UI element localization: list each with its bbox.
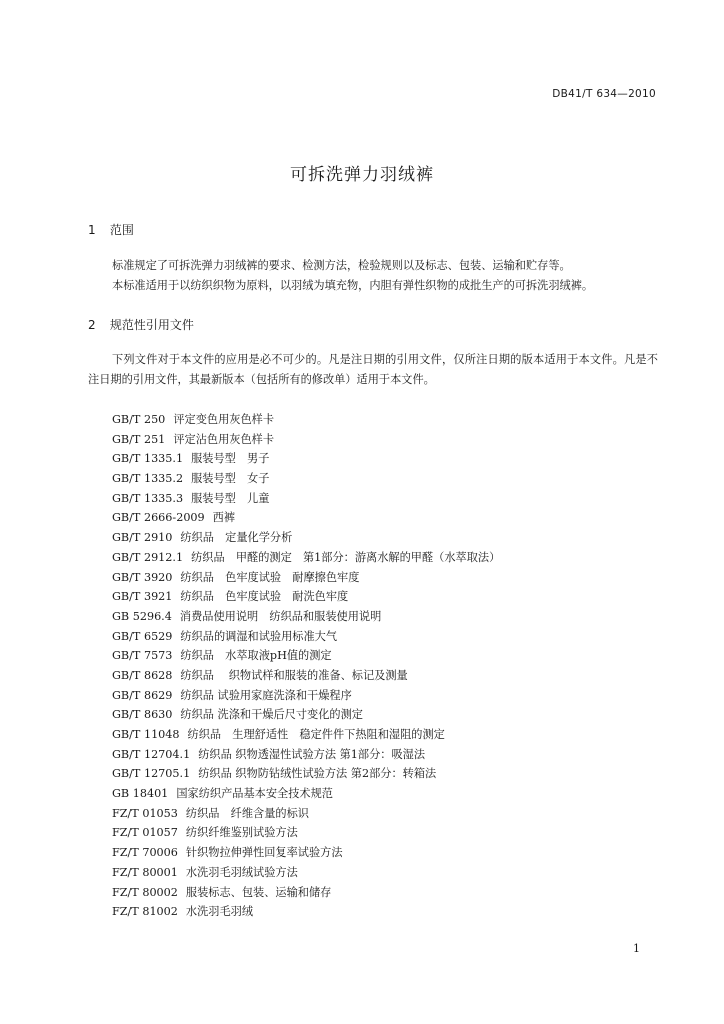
reference-item [112, 883, 500, 903]
reference-code: FZ/T 01057 [112, 826, 178, 840]
reference-title: 纺织品 水萃取液pH值的测定 [180, 649, 332, 663]
reference-item [112, 568, 500, 588]
reference-code: GB/T 2910 [112, 531, 173, 545]
reference-title: 纺织纤维鉴别试验方法 [185, 826, 298, 840]
reference-item [112, 705, 500, 725]
reference-title: 水洗羽毛羽绒 [185, 905, 254, 919]
reference-item [112, 587, 500, 607]
reference-title: 服装号型 男子 [191, 452, 270, 466]
reference-title: 纺织品 洗涤和干燥后尺寸变化的测定 [180, 708, 363, 722]
reference-item [112, 469, 500, 489]
reference-code: FZ/T 80001 [112, 865, 178, 879]
reference-title: 纺织品 生理舒适性 稳定件件下热阻和湿阻的测定 [187, 728, 445, 741]
reference-title: 评定变色用灰色样卡 [173, 413, 275, 426]
reference-code: GB/T 1335.3 [112, 491, 184, 505]
reference-item [112, 745, 500, 765]
reference-code: GB/T 7573 [112, 649, 173, 663]
section-2-heading [88, 316, 194, 333]
section-number: 2 [88, 318, 96, 332]
reference-title: 水洗羽毛羽绒试验方法 [185, 865, 298, 879]
reference-item [112, 902, 500, 922]
reference-code: FZ/T 81002 [112, 905, 178, 919]
reference-title: 纺织品 色牢度试验 耐洗色牢度 [180, 590, 349, 604]
reference-item [112, 823, 500, 843]
reference-code: GB/T 8629 [112, 688, 173, 702]
reference-title: 纺织品 织物防钻绒性试验方法 第2部分：转箱法 [198, 767, 437, 781]
section-1-paragraph-1: 标准规定了可拆洗弹力羽绒裤的要求、检测方法，检验规则以及标志、包装、运输和贮存等。 [112, 259, 571, 272]
section-title: 范围 [109, 223, 134, 237]
reference-item [112, 489, 500, 509]
section-2-paragraph-1: 下列文件对于本文件的应用是必不可少的。凡是注日期的引用文件，仅所注日期的版本适用于本文件。凡是不注日期的引用文件，其最新版本（包括所有的修改单）适用于本文件。 [88, 353, 658, 386]
reference-code: GB/T 3921 [112, 590, 173, 604]
reference-title: 纺织品 纤维含量的标识 [185, 806, 309, 820]
reference-item [112, 430, 500, 450]
reference-item [112, 528, 500, 548]
reference-item [112, 686, 500, 706]
reference-code: FZ/T 70006 [112, 846, 178, 860]
reference-code: FZ/T 01053 [112, 806, 178, 820]
reference-code: GB/T 1335.1 [112, 452, 184, 466]
standard-code: DB41/T 634—2010 [552, 88, 656, 100]
section-1-heading [88, 221, 134, 238]
reference-title: 西裤 [212, 511, 236, 525]
reference-item [112, 666, 500, 686]
reference-code: GB/T 8628 [112, 668, 173, 682]
reference-title: 服装标志、包装、运输和储存 [185, 885, 332, 899]
reference-code: GB 5296.4 [112, 609, 172, 623]
reference-item [112, 627, 500, 647]
reference-item [112, 646, 500, 666]
reference-title: 国家纺织产品基本安全技术规范 [176, 787, 333, 801]
reference-title: 服装号型 女子 [191, 472, 270, 486]
section-title: 规范性引用文件 [109, 318, 194, 332]
page-number: 1 [633, 942, 640, 955]
reference-title: 纺织品 甲醛的测定 第1部分：游离水解的甲醛（水萃取法） [191, 550, 501, 564]
reference-item [112, 607, 500, 627]
reference-code: GB/T 3920 [112, 570, 173, 584]
reference-code: GB/T 12704.1 [112, 747, 191, 761]
reference-title: 纺织品 色牢度试验 耐摩擦色牢度 [180, 570, 360, 584]
reference-item [112, 863, 500, 883]
reference-title: 消费品使用说明 纺织品和服装使用说明 [179, 609, 382, 623]
reference-code: GB/T 2912.1 [112, 550, 184, 564]
reference-item [112, 784, 500, 804]
section-number: 1 [88, 223, 96, 237]
reference-item [112, 449, 500, 469]
reference-item [112, 725, 500, 745]
reference-code: GB/T 2666-2009 [112, 511, 205, 525]
reference-code: GB/T 250 [112, 413, 166, 426]
reference-title: 纺织品 定量化学分析 [180, 531, 293, 545]
reference-item [112, 410, 500, 430]
section-1-paragraph-2: 本标准适用于以纺织织物为原料，以羽绒为填充物，内胆有弹性织物的成批生产的可拆洗羽绒裤。 [112, 278, 594, 292]
reference-title: 针织物拉伸弹性回复率试验方法 [185, 846, 343, 860]
reference-code: GB/T 6529 [112, 629, 173, 643]
reference-code: GB/T 8630 [112, 708, 173, 722]
reference-item [112, 843, 500, 863]
reference-title: 纺织品 织物透湿性试验方法 第1部分：吸湿法 [198, 747, 426, 761]
reference-code: GB/T 11048 [112, 728, 180, 741]
reference-code: GB 18401 [112, 787, 169, 801]
reference-code: FZ/T 80002 [112, 885, 178, 899]
document-title: 可拆洗弹力羽绒裤 [290, 165, 434, 185]
reference-title: 纺织品 织物试样和服装的准备、标记及测量 [180, 668, 408, 682]
reference-code: GB/T 1335.2 [112, 472, 184, 486]
reference-title: 纺织品 试验用家庭洗涤和干燥程序 [180, 688, 352, 702]
reference-item [112, 548, 500, 568]
reference-code: GB/T 251 [112, 432, 166, 446]
reference-item [112, 764, 500, 784]
reference-item [112, 508, 500, 528]
reference-title: 评定沾色用灰色样卡 [173, 432, 275, 446]
reference-item [112, 804, 500, 824]
normative-reference-list [112, 410, 500, 922]
reference-title: 服装号型 儿童 [191, 491, 270, 505]
reference-code: GB/T 12705.1 [112, 767, 191, 781]
reference-title: 纺织品的调湿和试验用标准大气 [180, 629, 338, 643]
